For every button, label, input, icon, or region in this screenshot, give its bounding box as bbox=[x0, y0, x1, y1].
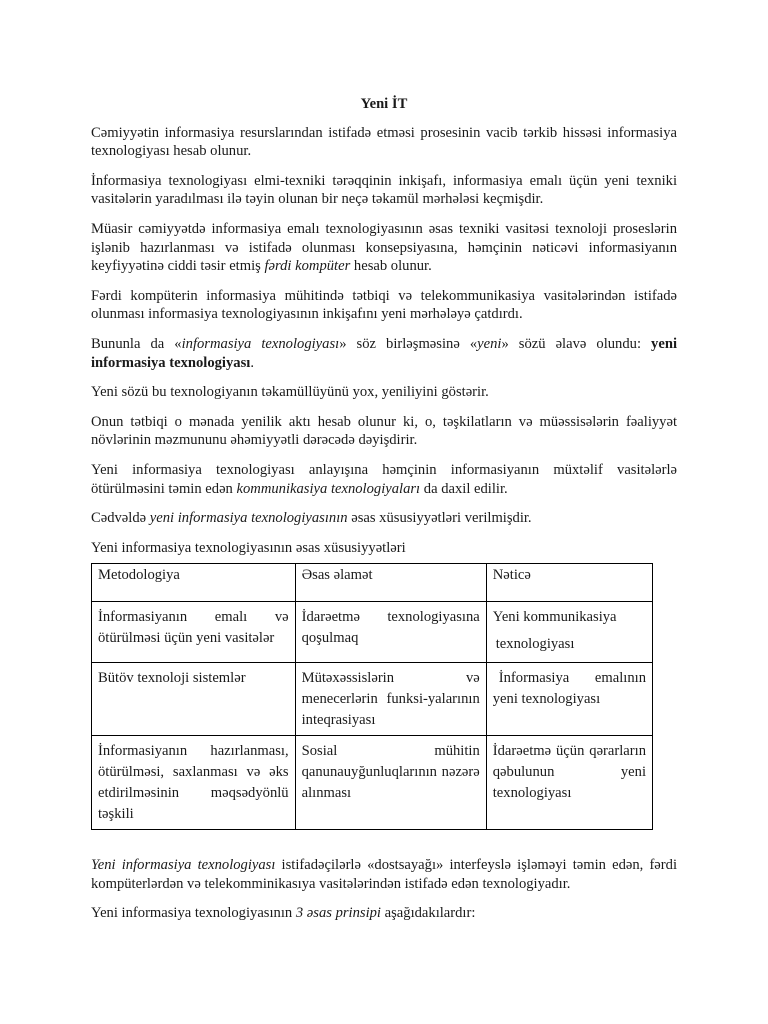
table-cell: İnformasiyanın emalı və ötürülməsi üçün yeni vasitələr bbox=[92, 602, 296, 663]
paragraph-3-emphasis: fərdi kompüter bbox=[264, 258, 351, 275]
paragraph-5-text-c: » sözü əlavə olundu: bbox=[501, 335, 652, 352]
paragraph-5-strong: yeni informasiya texnologiyası bbox=[91, 335, 677, 371]
table-cell: İdarəetmə üçün qərarların qəbulunun yeni texnologiyası bbox=[486, 736, 652, 830]
paragraph-5-text-d: . bbox=[250, 354, 254, 371]
document-title: Yeni İT bbox=[360, 96, 408, 112]
paragraph-11-tail: aşağıdakılardır: bbox=[380, 905, 476, 922]
features-table bbox=[91, 563, 653, 830]
table-cell: Sosial mühitin qanunauyğunluqlarının nəzərə alınması bbox=[295, 736, 486, 830]
table-caption: Yeni informasiya texnologiyasının əsas xüsusiyyətləri bbox=[91, 539, 406, 556]
table-row bbox=[92, 663, 653, 736]
paragraph-5-text-a: Bununla da « bbox=[91, 335, 182, 352]
paragraph-11-text: Yeni informasiya texnologiyasının bbox=[91, 905, 296, 922]
paragraph-10-text: istifadəçilərlə «dostsayağı» interfeyslə işləməyi təmin edən, fərdi kompüterlərdən və telekomminikasıya vasitələrindən istifadə edən texnologiyadır. bbox=[91, 857, 677, 892]
paragraph-6: Yeni sözü bu texnologiyanın təkamüllüyünü yox, yeniliyini göstərir. bbox=[91, 384, 489, 401]
table-cell: İnformasiya emalının yeni texnologiyası bbox=[486, 663, 652, 736]
paragraph-8-text: Yeni informasiya texnologiyası anlayışına həmçinin informasiyanın müxtəlif vasitələrlə ötürülməsini təmin edən bbox=[91, 461, 677, 497]
paragraph-5 bbox=[91, 335, 677, 372]
paragraph-3-tail: hesab olunur. bbox=[350, 258, 432, 275]
paragraph-2: İnformasiya texnologiyası elmi-texniki tərəqqinin inkişafı, informasiya emalı üçün yeni texniki vasitələrin yaradılması ilə təyin olunan bir neçə təkamül mərhələsi keçmişdir. bbox=[91, 172, 677, 208]
paragraph-7: Onun tətbiqi o mənada yenilik aktı hesab olunur ki, o, təşkilatların və müəssisələrin fəaliyyət növlərinin məzmununu əhəmiyyətli dərəcədə dəyişdirir. bbox=[91, 413, 677, 449]
paragraph-11 bbox=[91, 904, 677, 923]
paragraph-10 bbox=[91, 856, 677, 893]
table-cell: İdarəetmə texnologiyasına qoşulmaq bbox=[295, 602, 486, 663]
paragraph-3-text: Müasir cəmiyyətdə informasiya emalı texnologiyasının əsas texniki vasitəsi texnoloji proseslərin işlənib hazırlanması və istifadə olunması konsepsiyasına, həmçinin nəticəvi informasiyanın keyfiyyətinə ciddi təsir etmiş bbox=[91, 220, 677, 275]
table-header-cell: Metodologiya bbox=[92, 564, 296, 602]
table-header-row bbox=[92, 564, 653, 602]
table-cell bbox=[486, 602, 652, 663]
paragraph-11-emphasis: 3 əsas prinsipi bbox=[295, 905, 381, 922]
document-body bbox=[91, 95, 677, 934]
paragraph-3 bbox=[91, 220, 677, 276]
paragraph-8-tail: da daxil edilir. bbox=[420, 480, 508, 497]
paragraph-5-emphasis-1: informasiya texnologiyası bbox=[181, 335, 340, 352]
table-cell: Bütöv texnoloji sistemlər bbox=[92, 663, 296, 736]
table-cell: Mütəxəssislərin və menecerlərin funksi-yalarının inteqrasiyası bbox=[295, 663, 486, 736]
paragraph-9-emphasis: yeni informasiya texnologiyasının bbox=[149, 510, 348, 527]
paragraph-9-tail: əsas xüsusiyyətləri verilmişdir. bbox=[347, 510, 532, 527]
table-header-cell: Əsas əlamət bbox=[295, 564, 486, 602]
table-header-cell: Nəticə bbox=[486, 564, 652, 602]
paragraph-8-emphasis: kommunikasiya texnologiyaları bbox=[236, 480, 421, 497]
table-row bbox=[92, 602, 653, 663]
table-cell-line: Yeni kommunikasiya bbox=[492, 609, 617, 626]
paragraph-8 bbox=[91, 461, 677, 498]
paragraph-5-text-b: » söz birləşməsinə « bbox=[339, 335, 478, 352]
table-cell: İnformasiyanın hazırlanması, ötürülməsi, saxlanması və əks etdirilməsinin məqsədyönlü təşkili bbox=[92, 736, 296, 830]
paragraph-4: Fərdi kompüterin informasiya mühitində tətbiqi və telekommunikasiya vasitələrindən istifadə olunması informasiya texnologiyasının inkişafını yeni mərhələyə çatdırdı. bbox=[91, 287, 677, 323]
paragraph-1: Cəmiyyətin informasiya resurslarından istifadə etməsi prosesinin vacib tərkib hissəsi informasiya texnologiyası hesab olunur. bbox=[91, 124, 677, 160]
paragraph-5-emphasis-2: yeni bbox=[477, 335, 502, 352]
table-cell-line: texnologiyası bbox=[495, 636, 575, 653]
table-row bbox=[92, 736, 653, 830]
paragraph-10-emphasis: Yeni informasiya texnologiyası bbox=[91, 857, 276, 874]
paragraph-9-text: Cədvəldə bbox=[91, 510, 150, 527]
paragraph-9 bbox=[91, 509, 677, 528]
